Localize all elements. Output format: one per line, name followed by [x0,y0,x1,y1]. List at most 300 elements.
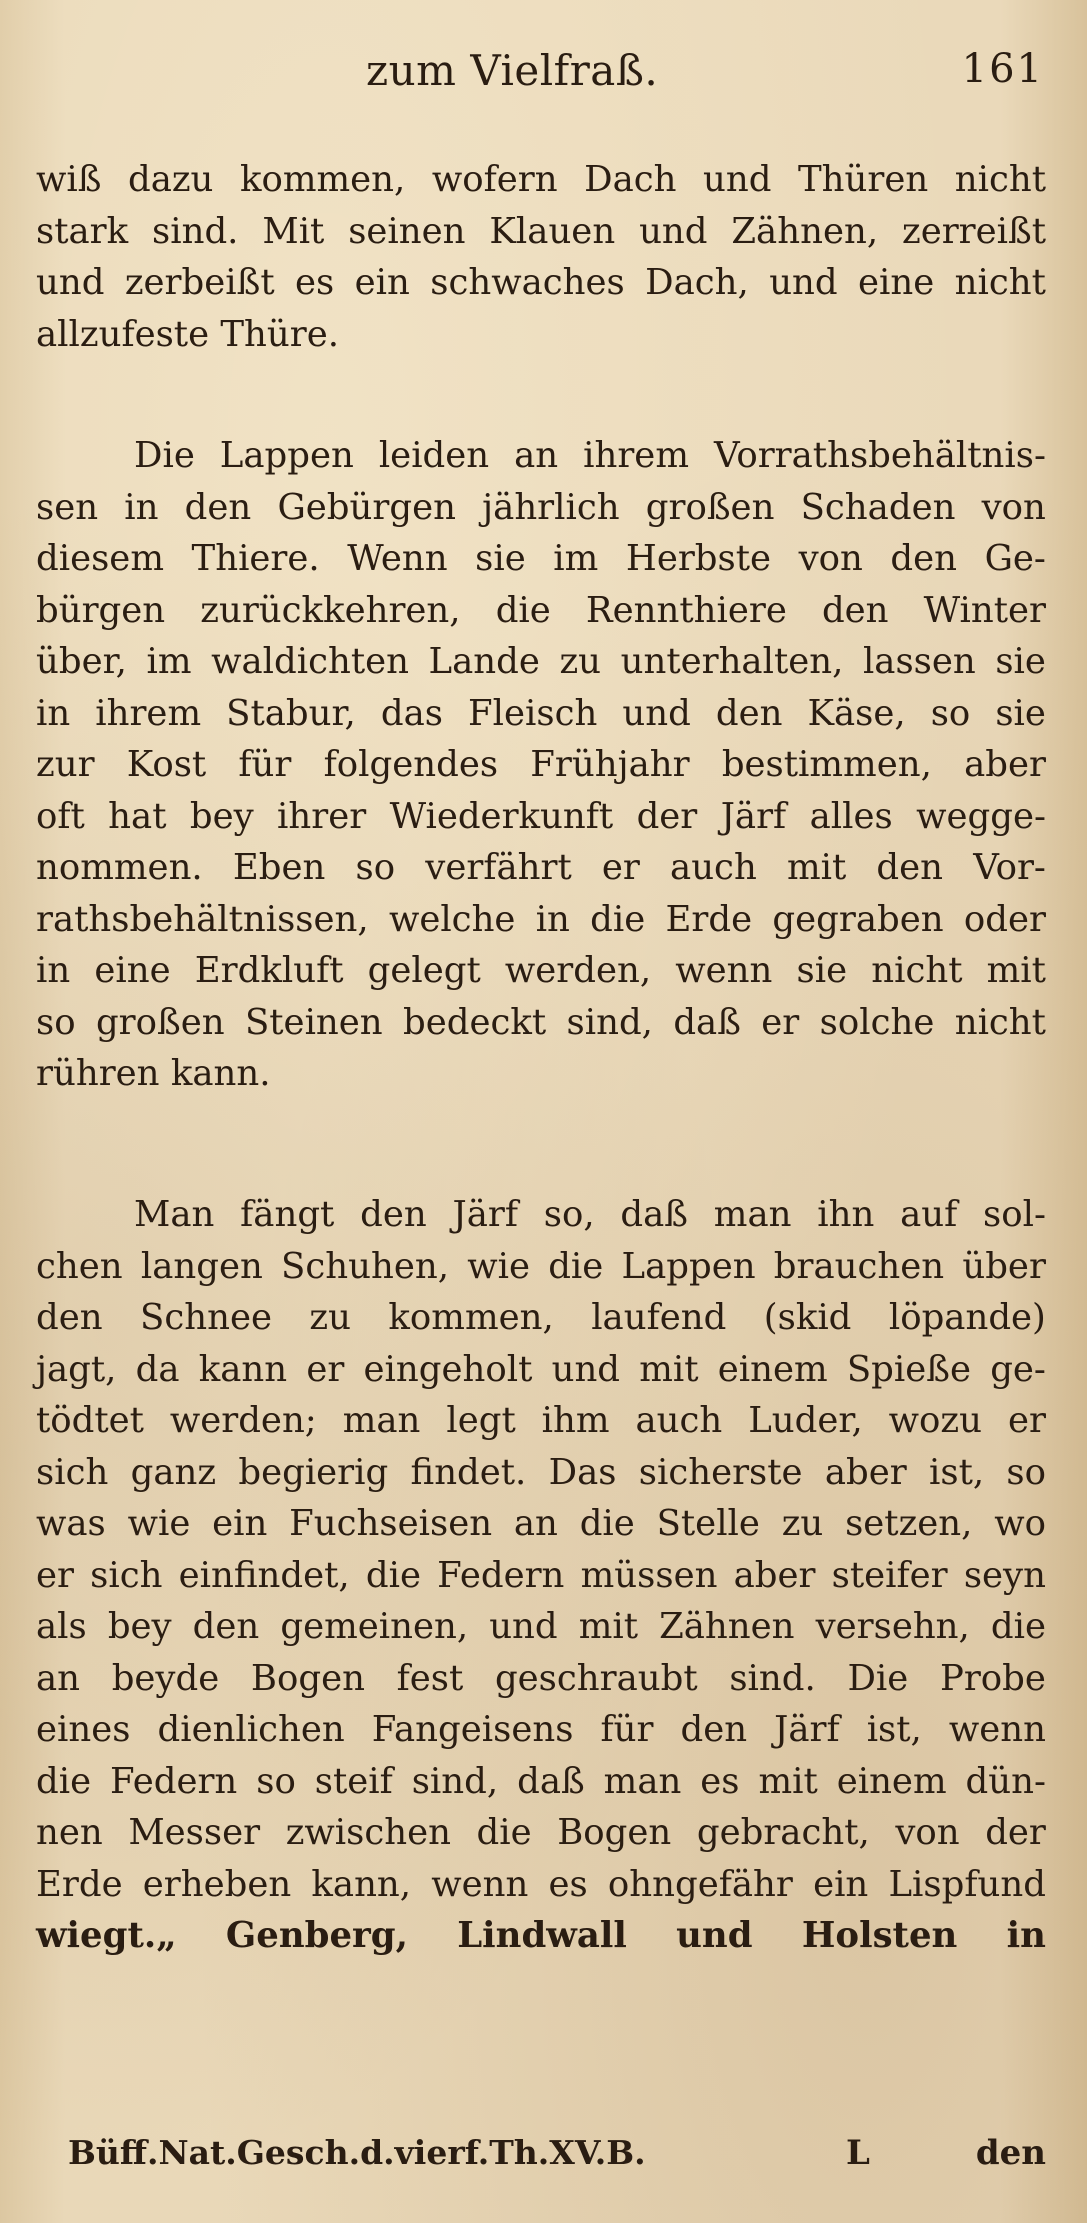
word: Steinen [244,1001,383,1043]
word: Lappen [621,1245,756,1287]
word: so [930,692,971,734]
word: den [184,486,252,528]
word: in [535,898,570,940]
word: Schuhen, [281,1245,449,1287]
word: ihrem [95,692,202,734]
word: Erdkluft [194,950,344,991]
word: ein [813,1863,869,1905]
word: so [36,1001,76,1043]
word: den [876,847,944,888]
word: der [636,795,698,837]
word: oder [963,898,1046,940]
word: in [124,486,159,528]
line-text [134,1189,1046,1241]
word: sind, [566,1001,653,1043]
word: und [703,159,772,200]
word: wiegt.„ [36,1915,177,1956]
word: zu [559,641,602,682]
word: von [798,538,863,579]
word: sich [36,1451,109,1493]
word: wegge- [916,795,1046,837]
word: ohngefähr [607,1863,793,1905]
word: und [639,210,708,252]
word: setzen, [845,1503,973,1544]
word: mit [639,1348,699,1390]
line-text [36,585,1046,637]
text-line [36,894,1046,946]
word: geschraubt [494,1657,698,1699]
word: ihrer [277,795,367,837]
word: Kost [126,744,207,785]
word: sol- [983,1194,1046,1235]
word: Stabur, [226,692,356,734]
word: über, [36,641,127,682]
word: da [135,1348,180,1390]
word: Bogen [250,1657,365,1699]
line-text [36,533,1046,585]
word: und [489,1606,558,1647]
word: Klauen [489,210,616,252]
word: unterhalten, [620,641,844,682]
text-line [36,688,1046,740]
line-text [36,894,1046,946]
line-text [36,1704,1046,1756]
line-text [36,636,1046,688]
text-line [36,1447,1046,1499]
word: ein [212,1503,268,1544]
word: müssen [580,1554,718,1596]
word: Lispfund [888,1863,1046,1905]
text-line [36,1807,1046,1859]
word: welche [388,898,516,940]
text-line [36,945,1046,997]
text-line [36,1550,1046,1602]
word: die [365,1554,421,1596]
word: Schaden [800,486,956,528]
word: großen [95,1001,225,1043]
word: so [355,847,396,888]
word: zerbeißt [124,262,275,303]
text-line [36,533,1046,585]
text-line [36,1344,1046,1396]
word: sie [796,950,848,991]
word: mit [578,1606,638,1647]
word: Federn [437,1554,565,1596]
word: kommen, [239,159,406,200]
word: chen [36,1245,123,1287]
word: folgendes [323,744,499,785]
word: diesem [36,538,164,579]
word: man [713,1194,792,1235]
word: Spieße [846,1348,971,1390]
word: Zähnen, [731,210,879,252]
word: Stelle [656,1503,760,1544]
word: rathsbehältnissen, [36,898,369,940]
line-text [36,688,1046,740]
word: für [238,744,292,785]
word: Probe [939,1657,1046,1699]
line-text [36,1344,1046,1396]
word: Järf [774,1709,840,1750]
word: nicht [871,950,963,991]
word: sicherste [638,1451,803,1493]
paragraph-1 [36,154,1046,360]
line-text [36,1498,1046,1550]
word: Holsten [801,1915,958,1956]
word: wenn [948,1709,1046,1750]
word: dienlichen [157,1709,345,1750]
line-text [36,1241,1046,1293]
word: sie [995,641,1046,682]
word: Järf [452,1194,518,1235]
text-line [36,257,1046,309]
word: an [514,435,559,476]
word: es [294,262,335,303]
text-line [36,206,1046,258]
word: Lande [428,641,540,682]
text-line [36,1292,1046,1344]
word: laufend [591,1297,727,1338]
word: in [36,692,71,734]
word: werden; [169,1400,317,1441]
line-text [36,945,1046,997]
word: bedeckt [403,1001,547,1043]
word: oft [36,795,85,837]
word: eine [94,950,171,991]
word: Federn [110,1760,238,1802]
line-text [36,997,1046,1049]
word: ihn [817,1194,875,1235]
word: gemeinen, [280,1606,469,1647]
word: (skid [763,1297,852,1338]
word: mit [986,950,1046,991]
word: Genberg, [225,1915,408,1956]
line-text [36,1910,1046,1962]
word: eingeholt [363,1348,533,1390]
line-text [36,1807,1046,1859]
word: ihrem [583,435,689,476]
line-text [36,1550,1046,1602]
word: in [1006,1915,1046,1956]
line-text [36,1447,1046,1499]
line-text [36,257,1046,309]
text-line [36,309,1046,361]
word: seinen [348,210,466,252]
line-text [36,1601,1046,1653]
printer-signature: Büff.Nat.Gesch.d.vierf.Th.XV.B. [68,2133,646,2172]
word: den [192,1606,260,1647]
word: sie [475,538,526,579]
text-line [36,842,1046,894]
word: nen [36,1812,103,1853]
word: die [579,1503,635,1544]
word: wiß [36,159,102,200]
text-line [36,154,1046,206]
word: sind, [411,1760,499,1802]
word: Vorrathsbehältnis- [713,435,1046,476]
paragraph-3 [36,1189,1046,1962]
word: bey [107,1606,172,1647]
word: und [769,262,838,303]
word: sind. [152,210,239,252]
word: zu [781,1503,824,1544]
line-text [36,1756,1046,1808]
word: fest [396,1657,464,1699]
word: daß [517,1760,585,1802]
text-line [36,997,1046,1049]
word: es [548,1863,588,1905]
line-text [36,791,1046,843]
word: hat [108,795,167,837]
text-line [36,636,1046,688]
word: Erde [665,898,753,940]
word: Die [847,1657,909,1699]
word: beyde [111,1657,220,1699]
word: Lappen [219,435,354,476]
line-text [36,1653,1046,1705]
word: im [553,538,599,579]
word: alles [809,795,893,837]
word: ein [354,262,410,303]
word: aber [733,1554,816,1596]
word: Dach [584,159,677,200]
line-text: rühren kann. [36,1053,271,1094]
text-line [36,1704,1046,1756]
line-text [36,842,1046,894]
word: Luder, [748,1400,863,1441]
word: er [601,847,640,888]
word: kommen, [388,1297,554,1338]
word: bestimmen, [721,744,932,785]
text-line [36,1498,1046,1550]
word: kann [198,1348,288,1390]
word: für [600,1709,654,1750]
word: einem [836,1760,947,1802]
text-line [36,1653,1046,1705]
word: nommen. [36,847,203,888]
word: Schnee [140,1297,272,1338]
word: ist, [929,1451,985,1493]
word: ganz [130,1451,217,1493]
word: begierig [238,1451,389,1493]
word: werden, [504,950,652,991]
word: den [821,589,889,631]
word: Das [548,1451,617,1493]
paragraph-2 [36,430,1046,1100]
word: daß [673,1001,741,1043]
word: und [551,1348,621,1390]
word: eine [858,262,935,303]
word: einem [717,1348,828,1390]
word: er [1007,1400,1046,1441]
word: den [36,1297,103,1338]
word: nicht [954,159,1046,200]
word: Järf [720,795,787,837]
word: lassen [862,641,976,682]
text-line [36,1241,1046,1293]
word: an [36,1657,81,1699]
word: Vor- [973,847,1046,888]
text-line [36,739,1046,791]
word: einfindet, [178,1554,350,1596]
word: seyn [963,1554,1046,1596]
word: erheben [142,1863,292,1905]
word: so [1006,1451,1046,1493]
word: zerreißt [901,210,1046,252]
word: wenn [431,1863,529,1905]
text-line [36,1189,1046,1241]
word: in [36,950,71,991]
word: Winter [923,589,1046,631]
word: mit [758,1760,818,1802]
word: kann, [311,1863,412,1905]
text-line [36,1910,1046,1962]
word: steifer [831,1554,948,1596]
word: das [380,692,443,734]
word: wofern [431,159,558,200]
word: großen [645,486,775,528]
word: Frühjahr [530,744,690,785]
line-text [36,154,1046,206]
word: über [962,1245,1046,1287]
word: die [548,1245,604,1287]
word: Erde [36,1863,123,1905]
word: Herbste [625,538,772,579]
word: waldichten [211,641,409,682]
word: sich [90,1554,163,1596]
word: Thiere. [191,538,320,579]
line-text [36,1859,1046,1911]
word: tödtet [36,1400,144,1441]
word: wie [127,1503,191,1544]
word: wenn [675,950,773,991]
word: die [36,1760,92,1802]
word: Messer [128,1812,261,1853]
line-text [36,1395,1046,1447]
word: die [990,1606,1046,1647]
line-text: allzufeste Thüre. [36,313,340,355]
word: Lindwall [457,1915,627,1956]
word: stark [36,210,129,252]
word: wozu [888,1400,982,1441]
word: Fleisch [468,692,598,734]
word: jagt, [36,1348,117,1390]
word: dazu [127,159,214,200]
word: zwischen [285,1812,451,1853]
word: von [895,1812,960,1853]
word: löpande) [888,1297,1046,1338]
word: bürgen [36,589,166,631]
word: findet. [410,1451,527,1493]
sheet-mark: L [846,2133,870,2173]
text-line [36,1048,1046,1100]
text-line [36,430,1046,482]
word: nicht [954,262,1046,303]
word: auch [635,1400,723,1441]
word: so [256,1760,296,1802]
text-line [36,585,1046,637]
word: er [36,1554,74,1596]
word: von [981,486,1046,528]
text-line [36,1395,1046,1447]
word: zur [36,744,95,785]
word: aber [824,1451,907,1493]
word: den [680,1709,748,1750]
word: wie [467,1245,530,1287]
word: bey [189,795,254,837]
word: langen [140,1245,263,1287]
word: Fangeisens [371,1709,574,1750]
word: jährlich [482,486,620,528]
word: was [36,1503,106,1544]
word: auch [670,847,757,888]
word: und [676,1915,753,1956]
word: Zähnen [659,1606,795,1647]
word: Rennthiere [585,589,787,631]
word: legt [446,1400,516,1441]
text-line [36,1756,1046,1808]
word: fängt [240,1194,335,1235]
word: sie [995,692,1046,734]
word: an [513,1503,558,1544]
word: gegraben [772,898,944,940]
word: Eben [232,847,326,888]
word: Wenn [347,538,448,579]
word: nicht [954,1001,1046,1043]
running-head [36,38,1046,98]
word: Bogen [557,1812,672,1853]
word: leiden [378,435,490,476]
word: Wiederkunft [389,795,614,837]
line-text [36,739,1046,791]
word: versehn, [815,1606,970,1647]
catchword: den [975,2133,1046,2173]
word: gebracht, [696,1812,870,1853]
word: Thüren [797,159,929,200]
word: und [36,262,105,303]
running-title: zum Vielfraß. [366,46,659,95]
word: dün- [965,1760,1046,1802]
word: im [146,641,192,682]
word: man [603,1760,682,1802]
line-text [36,1292,1046,1344]
word: auf [900,1194,958,1235]
word: er [306,1348,345,1390]
word: aber [964,744,1046,785]
word: daß [620,1194,689,1235]
word: Fuchseisen [289,1503,493,1544]
word: Dach, [645,262,749,303]
word: die [495,589,551,631]
text-line [36,1601,1046,1653]
word: als [36,1606,87,1647]
word: zurückkehren, [200,589,461,631]
word: und [622,692,691,734]
word: es [700,1760,740,1802]
word: ist, [866,1709,922,1750]
word: Mit [262,210,325,252]
word: sen [36,486,99,528]
word: steif [314,1760,393,1802]
page-number: 161 [961,46,1044,92]
word: gelegt [367,950,481,991]
word: Gebürgen [277,486,456,528]
line-text [134,430,1046,482]
word: Ge- [984,538,1046,579]
text-line [36,1859,1046,1911]
word: Man [134,1194,215,1235]
word: ge- [990,1348,1046,1390]
